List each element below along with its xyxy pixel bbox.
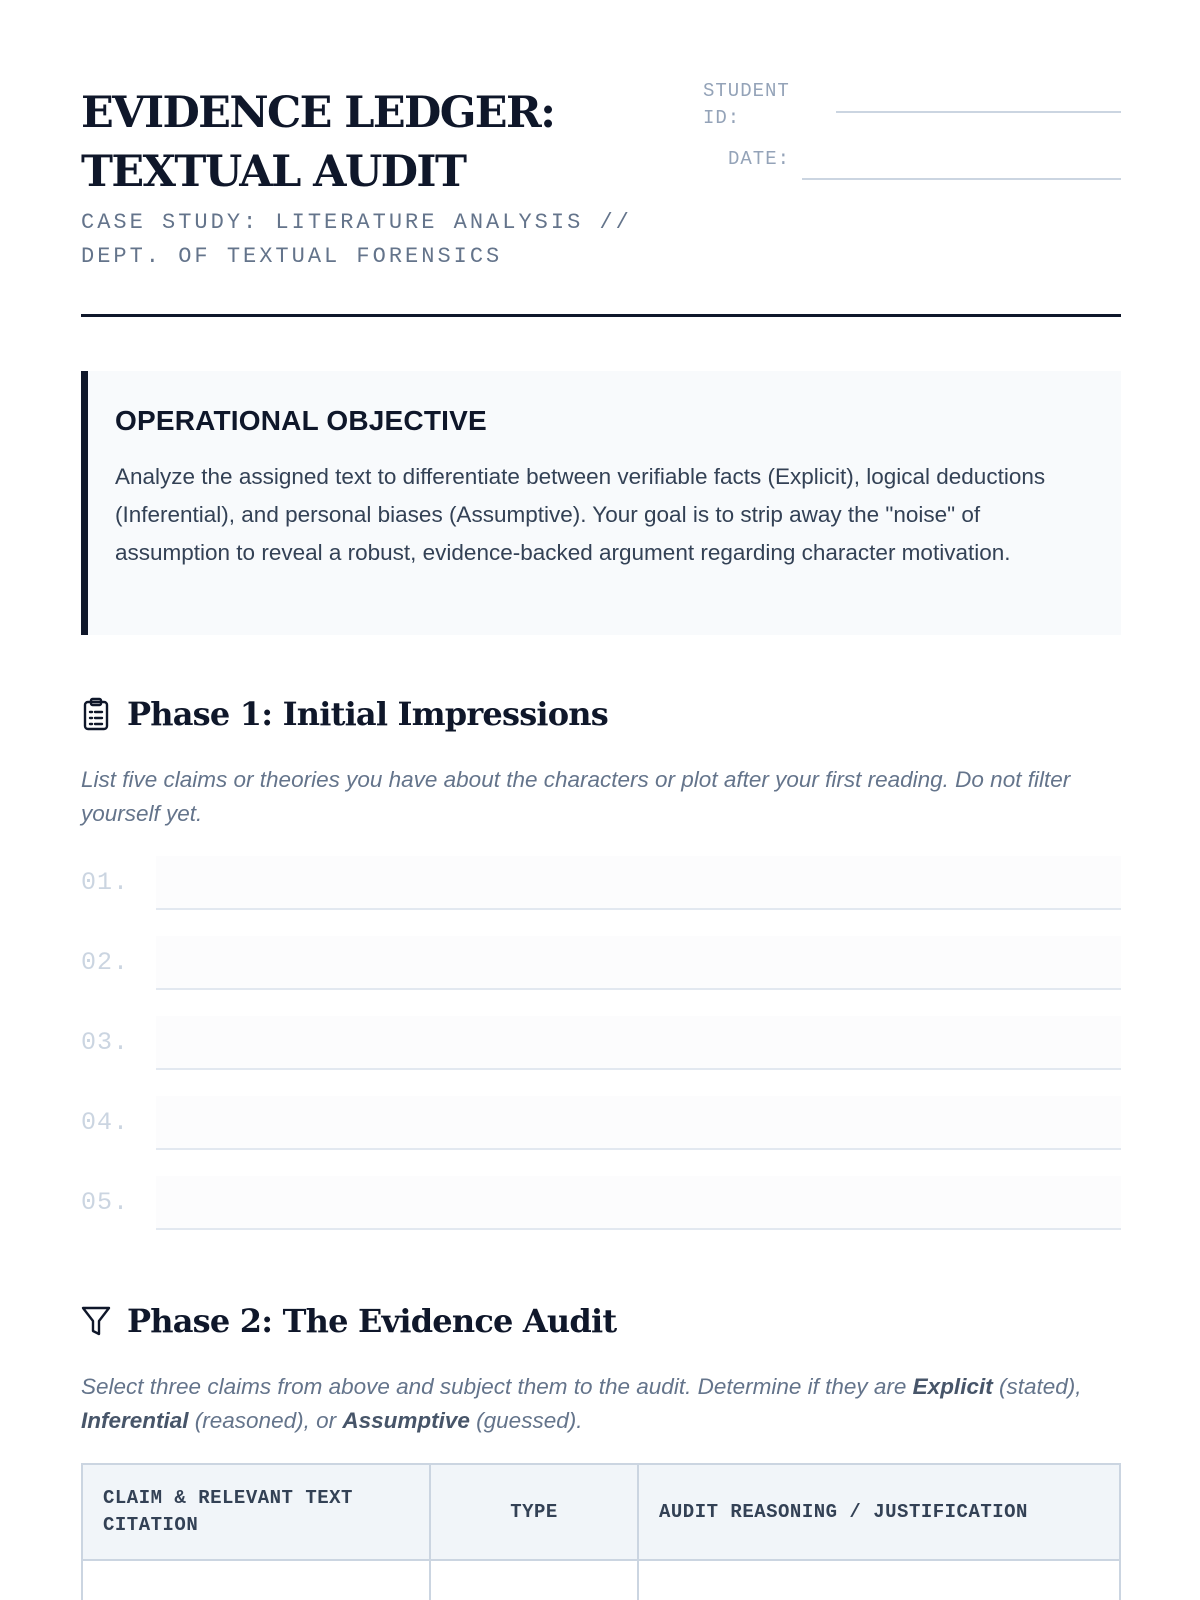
column-header-claim: CLAIM & RELEVANT TEXT CITATION (82, 1464, 430, 1560)
claim-input[interactable] (156, 856, 1121, 910)
phase1-title: Phase 1: Initial Impressions (127, 695, 608, 733)
claim-input[interactable] (156, 936, 1121, 990)
phase2-desc-text: (reasoned), or (188, 1408, 343, 1433)
filter-icon (81, 1304, 111, 1338)
line-number: 01. (81, 868, 130, 897)
date-field[interactable] (802, 178, 1121, 180)
claim-cell[interactable] (82, 1560, 430, 1600)
line-number: 02. (81, 948, 130, 977)
objective-heading: OPERATIONAL OBJECTIVE (115, 405, 487, 436)
subtitle-line-1: CASE STUDY: LITERATURE ANALYSIS // (81, 210, 632, 235)
type-cell[interactable] (430, 1560, 638, 1600)
page-title (81, 84, 681, 202)
term-assumptive: Assumptive (342, 1408, 470, 1433)
phase2-title: Phase 2: The Evidence Audit (127, 1302, 617, 1340)
objective-body: Analyze the assigned text to differentiate between verifiable facts (Explicit), logical deductions (Inferential), and personal biases (Assumptive). Your goal is to strip away the "noise" of assumption to reveal a robust, evidence-backed argument regarding character motivation. (115, 464, 1046, 565)
student-id-field[interactable] (836, 111, 1121, 113)
claim-line (81, 1096, 1121, 1150)
column-header-type: TYPE (430, 1464, 638, 1560)
phase2-heading (81, 1299, 1121, 1343)
claim-input[interactable] (156, 1096, 1121, 1150)
date-label: DATE: (728, 148, 791, 170)
line-number: 04. (81, 1108, 130, 1137)
phase1-description: List five claims or theories you have about the characters or plot after your first reading. Do not filter yourself yet. (81, 767, 1071, 826)
table-header-row (82, 1464, 1120, 1560)
claim-line (81, 1176, 1121, 1230)
subtitle-line-2: DEPT. OF TEXTUAL FORENSICS (81, 244, 503, 269)
header-divider (81, 314, 1121, 317)
column-header-reasoning: AUDIT REASONING / JUSTIFICATION (638, 1464, 1120, 1560)
line-number: 03. (81, 1028, 130, 1057)
table-row (82, 1560, 1120, 1600)
claim-input[interactable] (156, 1016, 1121, 1070)
reasoning-cell[interactable] (638, 1560, 1120, 1600)
objective-panel (81, 371, 1121, 635)
term-explicit: Explicit (912, 1374, 993, 1399)
claim-line (81, 936, 1121, 990)
phase2-desc-text: Select three claims from above and subject them to the audit. Determine if they are (81, 1374, 913, 1399)
student-id-label (703, 78, 790, 132)
clipboard-list-icon (81, 697, 111, 731)
evidence-audit-table (81, 1463, 1121, 1600)
term-inferential: Inferential (81, 1408, 189, 1433)
claim-input[interactable] (156, 1176, 1121, 1230)
title-line-1: EVIDENCE LEDGER: (81, 88, 555, 138)
phase2-desc-text: (stated), (992, 1374, 1082, 1399)
line-number: 05. (81, 1188, 130, 1217)
title-line-2: TEXTUAL AUDIT (81, 147, 466, 197)
phase2-description (81, 1370, 1121, 1438)
phase2-desc-text: (guessed). (469, 1408, 583, 1433)
student-id-label-line-1: STUDENT (703, 80, 790, 102)
student-id-label-line-2: ID: (703, 107, 741, 129)
claim-line (81, 1016, 1121, 1070)
page-subtitle (81, 206, 681, 274)
phase1-heading (81, 692, 1121, 736)
claim-line (81, 856, 1121, 910)
